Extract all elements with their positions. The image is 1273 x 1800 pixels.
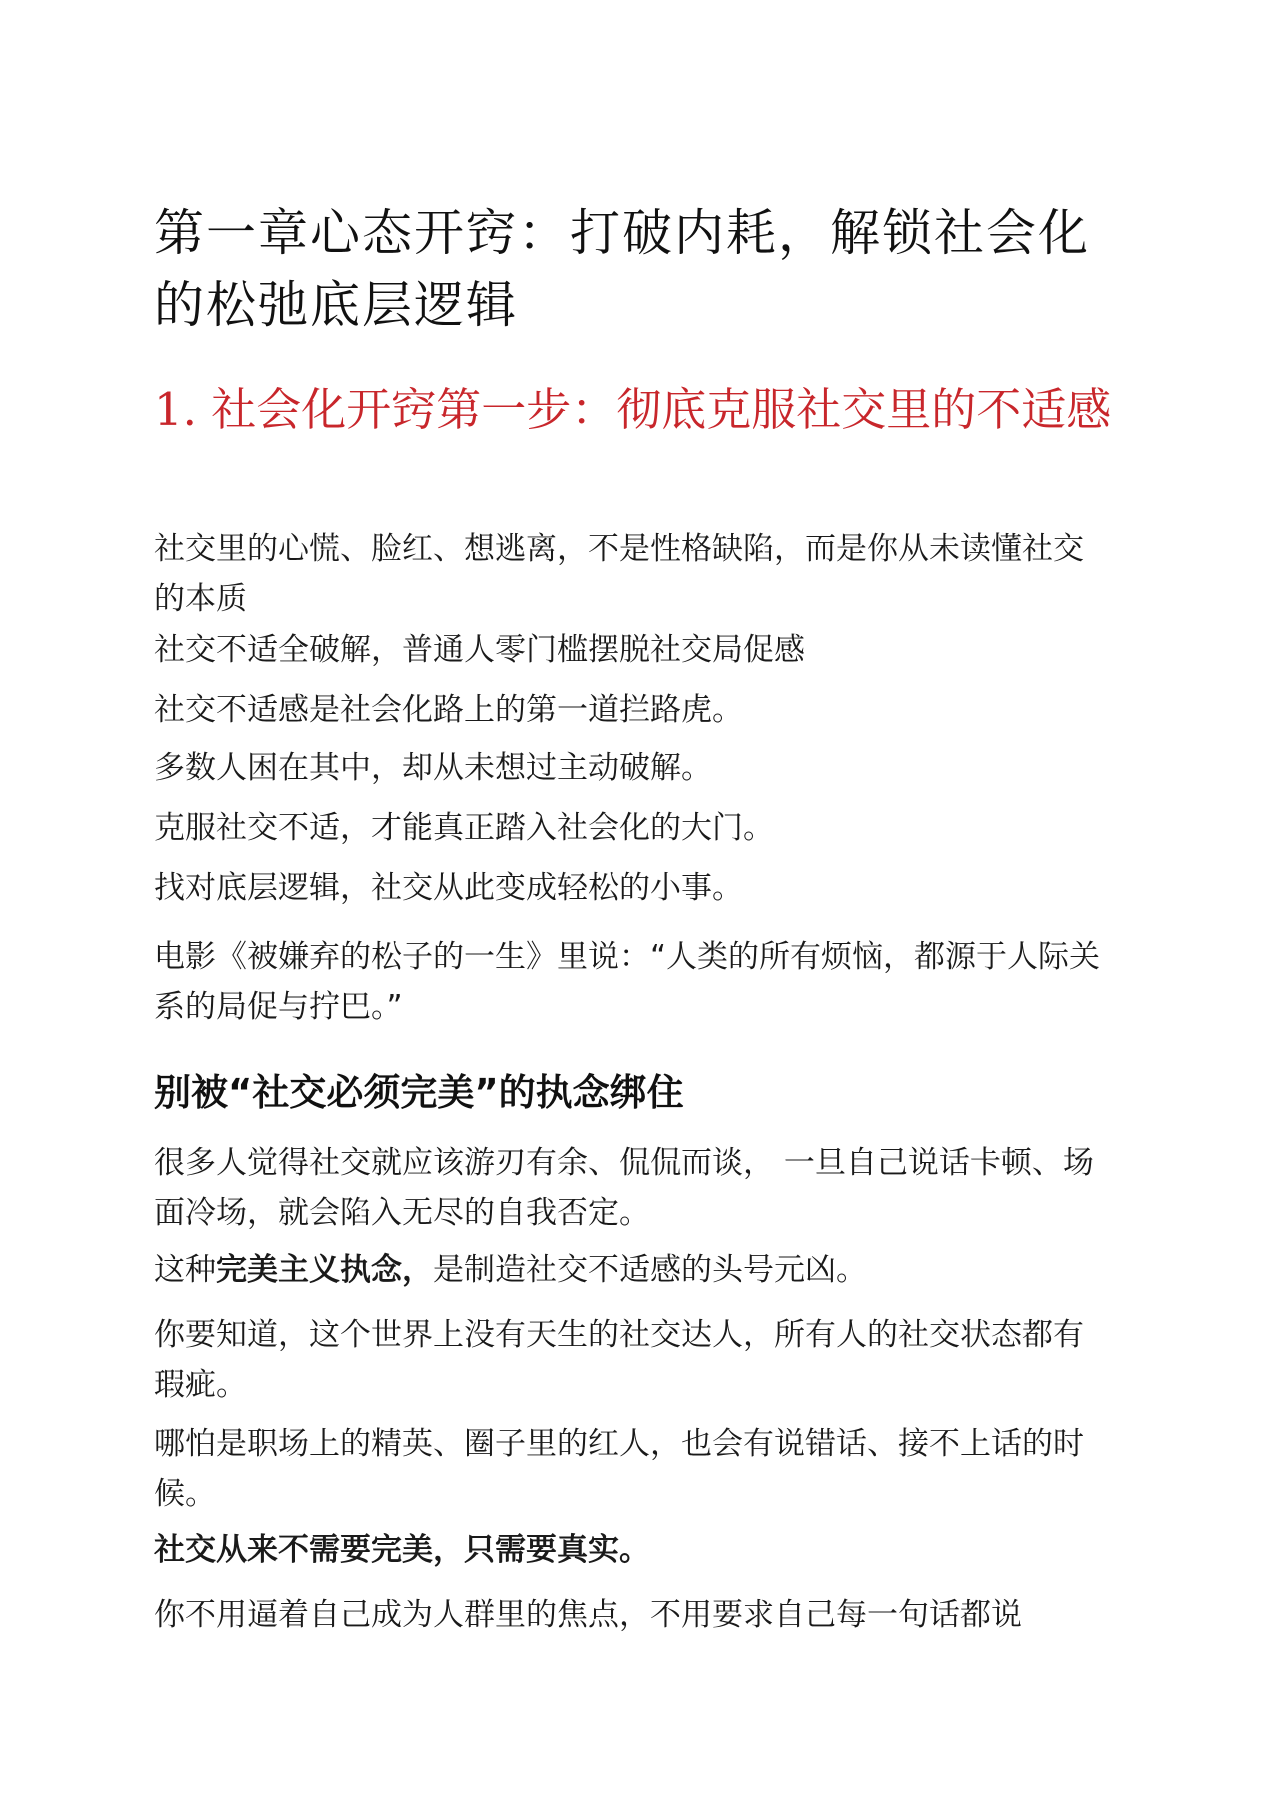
paragraph-body-6: 你不用逼着自己成为人群里的焦点，不用要求自己每一句话都说 bbox=[154, 1597, 1022, 1633]
paragraph-body-4: 哪怕是职场上的精英、圈子里的红人，也会有说错话、接不上话的时候。 bbox=[154, 1426, 1084, 1512]
document-page bbox=[154, 0, 1114, 1800]
paragraph-intro-4: 多数人困在其中，却从未想过主动破解。 bbox=[154, 750, 712, 786]
paragraph-intro-1: 社交里的心慌、脸红、想逃离，不是性格缺陷，而是你从未读懂社交的本质 bbox=[154, 531, 1084, 617]
paragraph-body-2-emphasis: 完美主义执念， bbox=[216, 1252, 433, 1288]
paragraph-movie-quote: 电影《被嫌弃的松子的一生》里说：“人类的所有烦恼，都源于人际关系的局促与拧巴。” bbox=[154, 939, 1101, 1025]
paragraph-body-5-emphasis: 社交从来不需要完美，只需要真实。 bbox=[154, 1532, 650, 1568]
subheading: 别被“社交必须完美”的执念绑住 bbox=[154, 1071, 684, 1114]
paragraph-intro-5: 克服社交不适，才能真正踏入社会化的大门。 bbox=[154, 810, 774, 846]
section-title: 1. 社会化开窍第一步：彻底克服社交里的不适感 bbox=[154, 383, 1112, 436]
paragraph-intro-6: 找对底层逻辑，社交从此变成轻松的小事。 bbox=[154, 870, 743, 906]
chapter-title: 第一章心态开窍：打破内耗，解锁社会化的松弛底层逻辑 bbox=[154, 204, 1090, 334]
paragraph-body-3: 你要知道，这个世界上没有天生的社交达人，所有人的社交状态都有瑕疵。 bbox=[154, 1317, 1084, 1403]
paragraph-body-2-prefix: 这种 bbox=[154, 1252, 216, 1288]
paragraph-intro-3: 社交不适感是社会化路上的第一道拦路虎。 bbox=[154, 692, 743, 728]
paragraph-body-2-suffix: 是制造社交不适感的头号元凶。 bbox=[433, 1252, 867, 1288]
paragraph-intro-2: 社交不适全破解，普通人零门槛摆脱社交局促感 bbox=[154, 632, 805, 668]
paragraph-body-1: 很多人觉得社交就应该游刃有余、侃侃而谈， 一旦自己说话卡顿、场面冷场，就会陷入无尽的自我否定。 bbox=[154, 1145, 1094, 1231]
paragraph-body-2 bbox=[154, 1245, 1114, 1295]
